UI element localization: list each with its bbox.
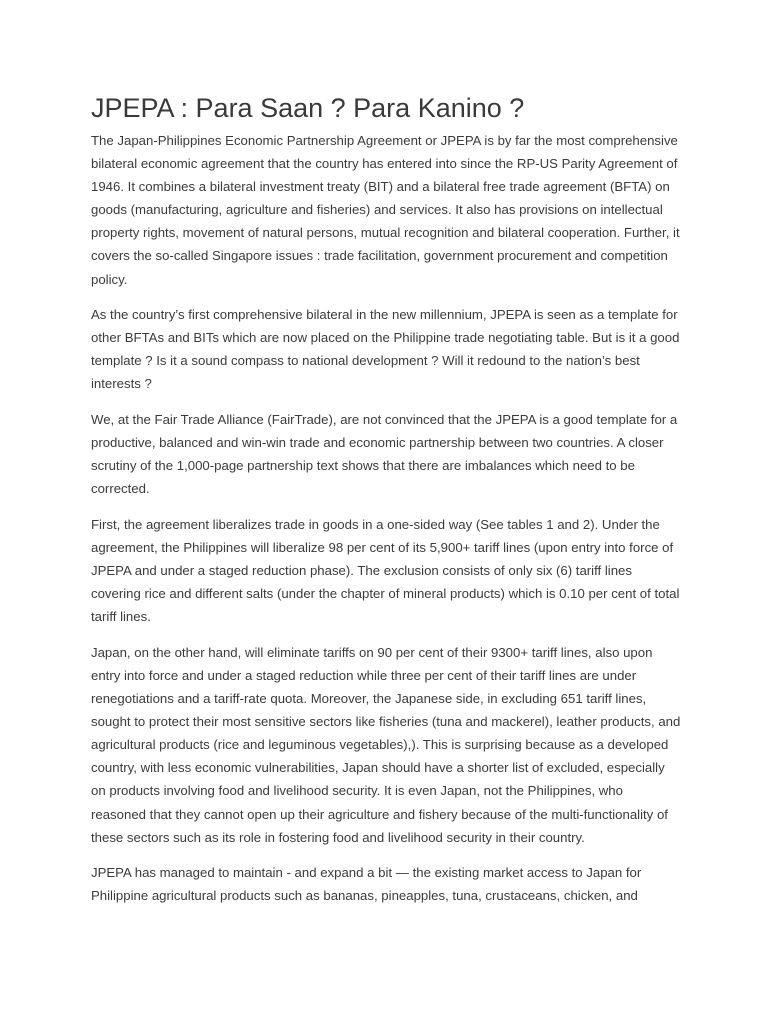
paragraph-intro: The Japan-Philippines Economic Partnership Agreement or JPEPA is by far the most comprehensive bilateral economic agreement that the country has entered into since the RP-US Parity Agreement of 1946. It combines a bilateral investment treaty (BIT) and a bilateral free trade agreement (BFTA) on goods (manufacturing, agriculture and fisheries) and services. It also has provisions on intellectual property rights, movement of natural persons, mutual recognition and bilateral cooperation. Further, it covers the so-called Singapore issues : trade facilitation, government procurement and competition policy. [91, 133, 680, 287]
document-title: JPEPA : Para Saan ? Para Kanino ? [91, 93, 525, 123]
paragraph-fairtrade: We, at the Fair Trade Alliance (FairTrade), are not convinced that the JPEPA is a good template for a productive, balanced and win-win trade and economic partnership between two countries. A closer scrutiny of the 1,000-page partnership text shows that there are imbalances which need to be corrected. [91, 412, 678, 497]
paragraph-market-access: JPEPA has managed to maintain - and expand a bit — the existing market access to Japan for Philippine agricultural products such as bananas, pineapples, tuna, crustaceans, chicken, and [91, 865, 642, 904]
paragraph-template: As the country’s first comprehensive bilateral in the new millennium, JPEPA is seen as a template for other BFTAs and BITs which are now placed on the Philippine trade negotiating table. But is it a good template ? Is it a sound compass to national development ? Will it redound to the nation’s best interests ? [91, 307, 680, 392]
paragraph-japan-tariffs: Japan, on the other hand, will eliminate tariffs on 90 per cent of their 9300+ tariff lines, also upon entry into force and under a staged reduction while three per cent of their tariff lines are under renegotiations and a tariff-rate quota. Moreover, the Japanese side, in excluding 651 tariff lines, sought to protect their most sensitive sectors like fisheries (tuna and mackerel), leather products, and agricultural products (rice and leguminous vegetables),). This is surprising because as a developed country, with less economic vulnerabilities, Japan should have a shorter list of excluded, especially on products involving food and livelihood security. It is even Japan, not the Philippines, who reasoned that they cannot open up their agriculture and fishery because of the multi-functionality of these sectors such as its role in fostering food and livelihood security in their country. [91, 644, 681, 845]
document-page [91, 90, 681, 920]
paragraph-liberalization: First, the agreement liberalizes trade in goods in a one-sided way (See tables 1 and 2). Under the agreement, the Philippines will liberalize 98 per cent of its 5,900+ tariff lines (upon entry into force of JPEPA and under a staged reduction phase). The exclusion consists of only six (6) tariff lines covering rice and different salts (under the chapter of mineral products) which is 0.10 per cent of total tariff lines. [91, 516, 680, 625]
